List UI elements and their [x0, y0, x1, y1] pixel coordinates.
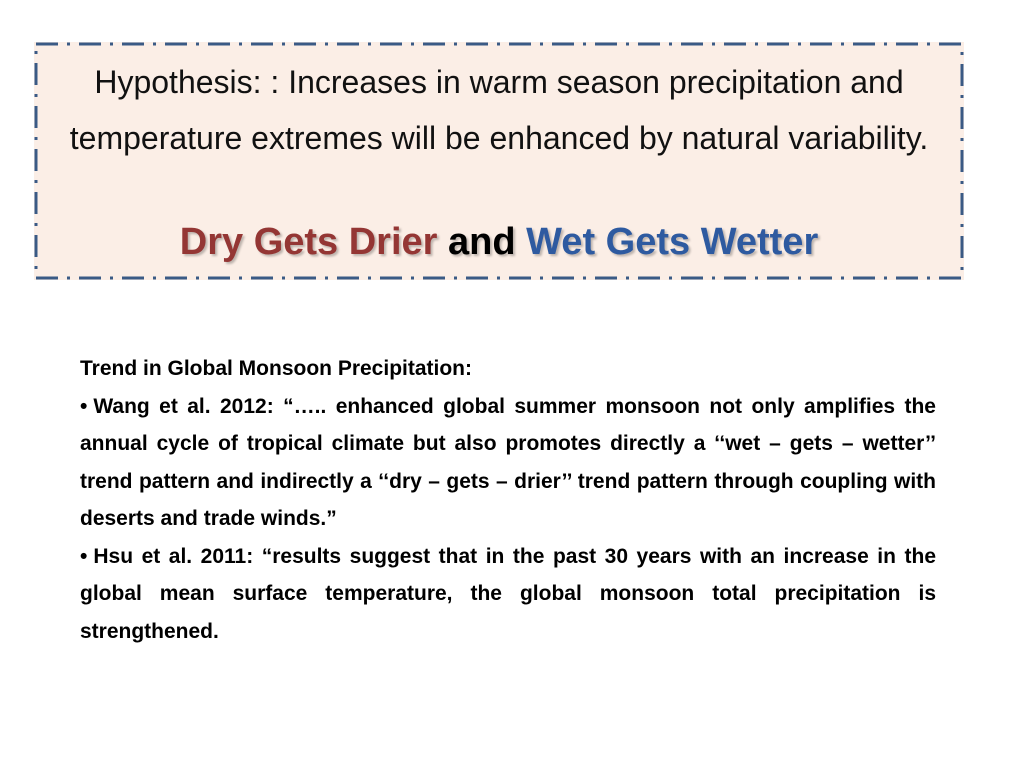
bullet-text: Wang et al. 2012: “….. enhanced global summer monsoon not only amplifies the annual cycle of tropical climate but also promotes directly a ‘‘wet – gets – wetter’’ trend pattern and indirectly a ‘‘dry – gets – drier’’ trend pattern through coupling with deserts and trade winds.” [80, 394, 936, 530]
bullet-mark: • [80, 544, 88, 568]
headline [34, 218, 964, 266]
headline-wet: Wet Gets Wetter [526, 221, 819, 263]
headline-dry: Dry Gets Drier [179, 221, 438, 263]
bullet-mark: • [80, 394, 88, 418]
body-text [80, 350, 936, 650]
headline-and: and [448, 221, 516, 263]
bullet-text: Hsu et al. 2011: “results suggest that in the past 30 years with an increase in the global mean surface temperature, the global monsoon total precipitation is strengthened. [80, 544, 936, 643]
hypothesis-text: Hypothesis: : Increases in warm season precipitation and temperature extremes will be enhanced by natural variability. [69, 64, 929, 156]
hypothesis-box [34, 42, 964, 280]
bullet-item-hsu [80, 538, 936, 651]
section-heading: Trend in Global Monsoon Precipitation: [80, 357, 473, 380]
bullet-item-wang [80, 388, 936, 538]
